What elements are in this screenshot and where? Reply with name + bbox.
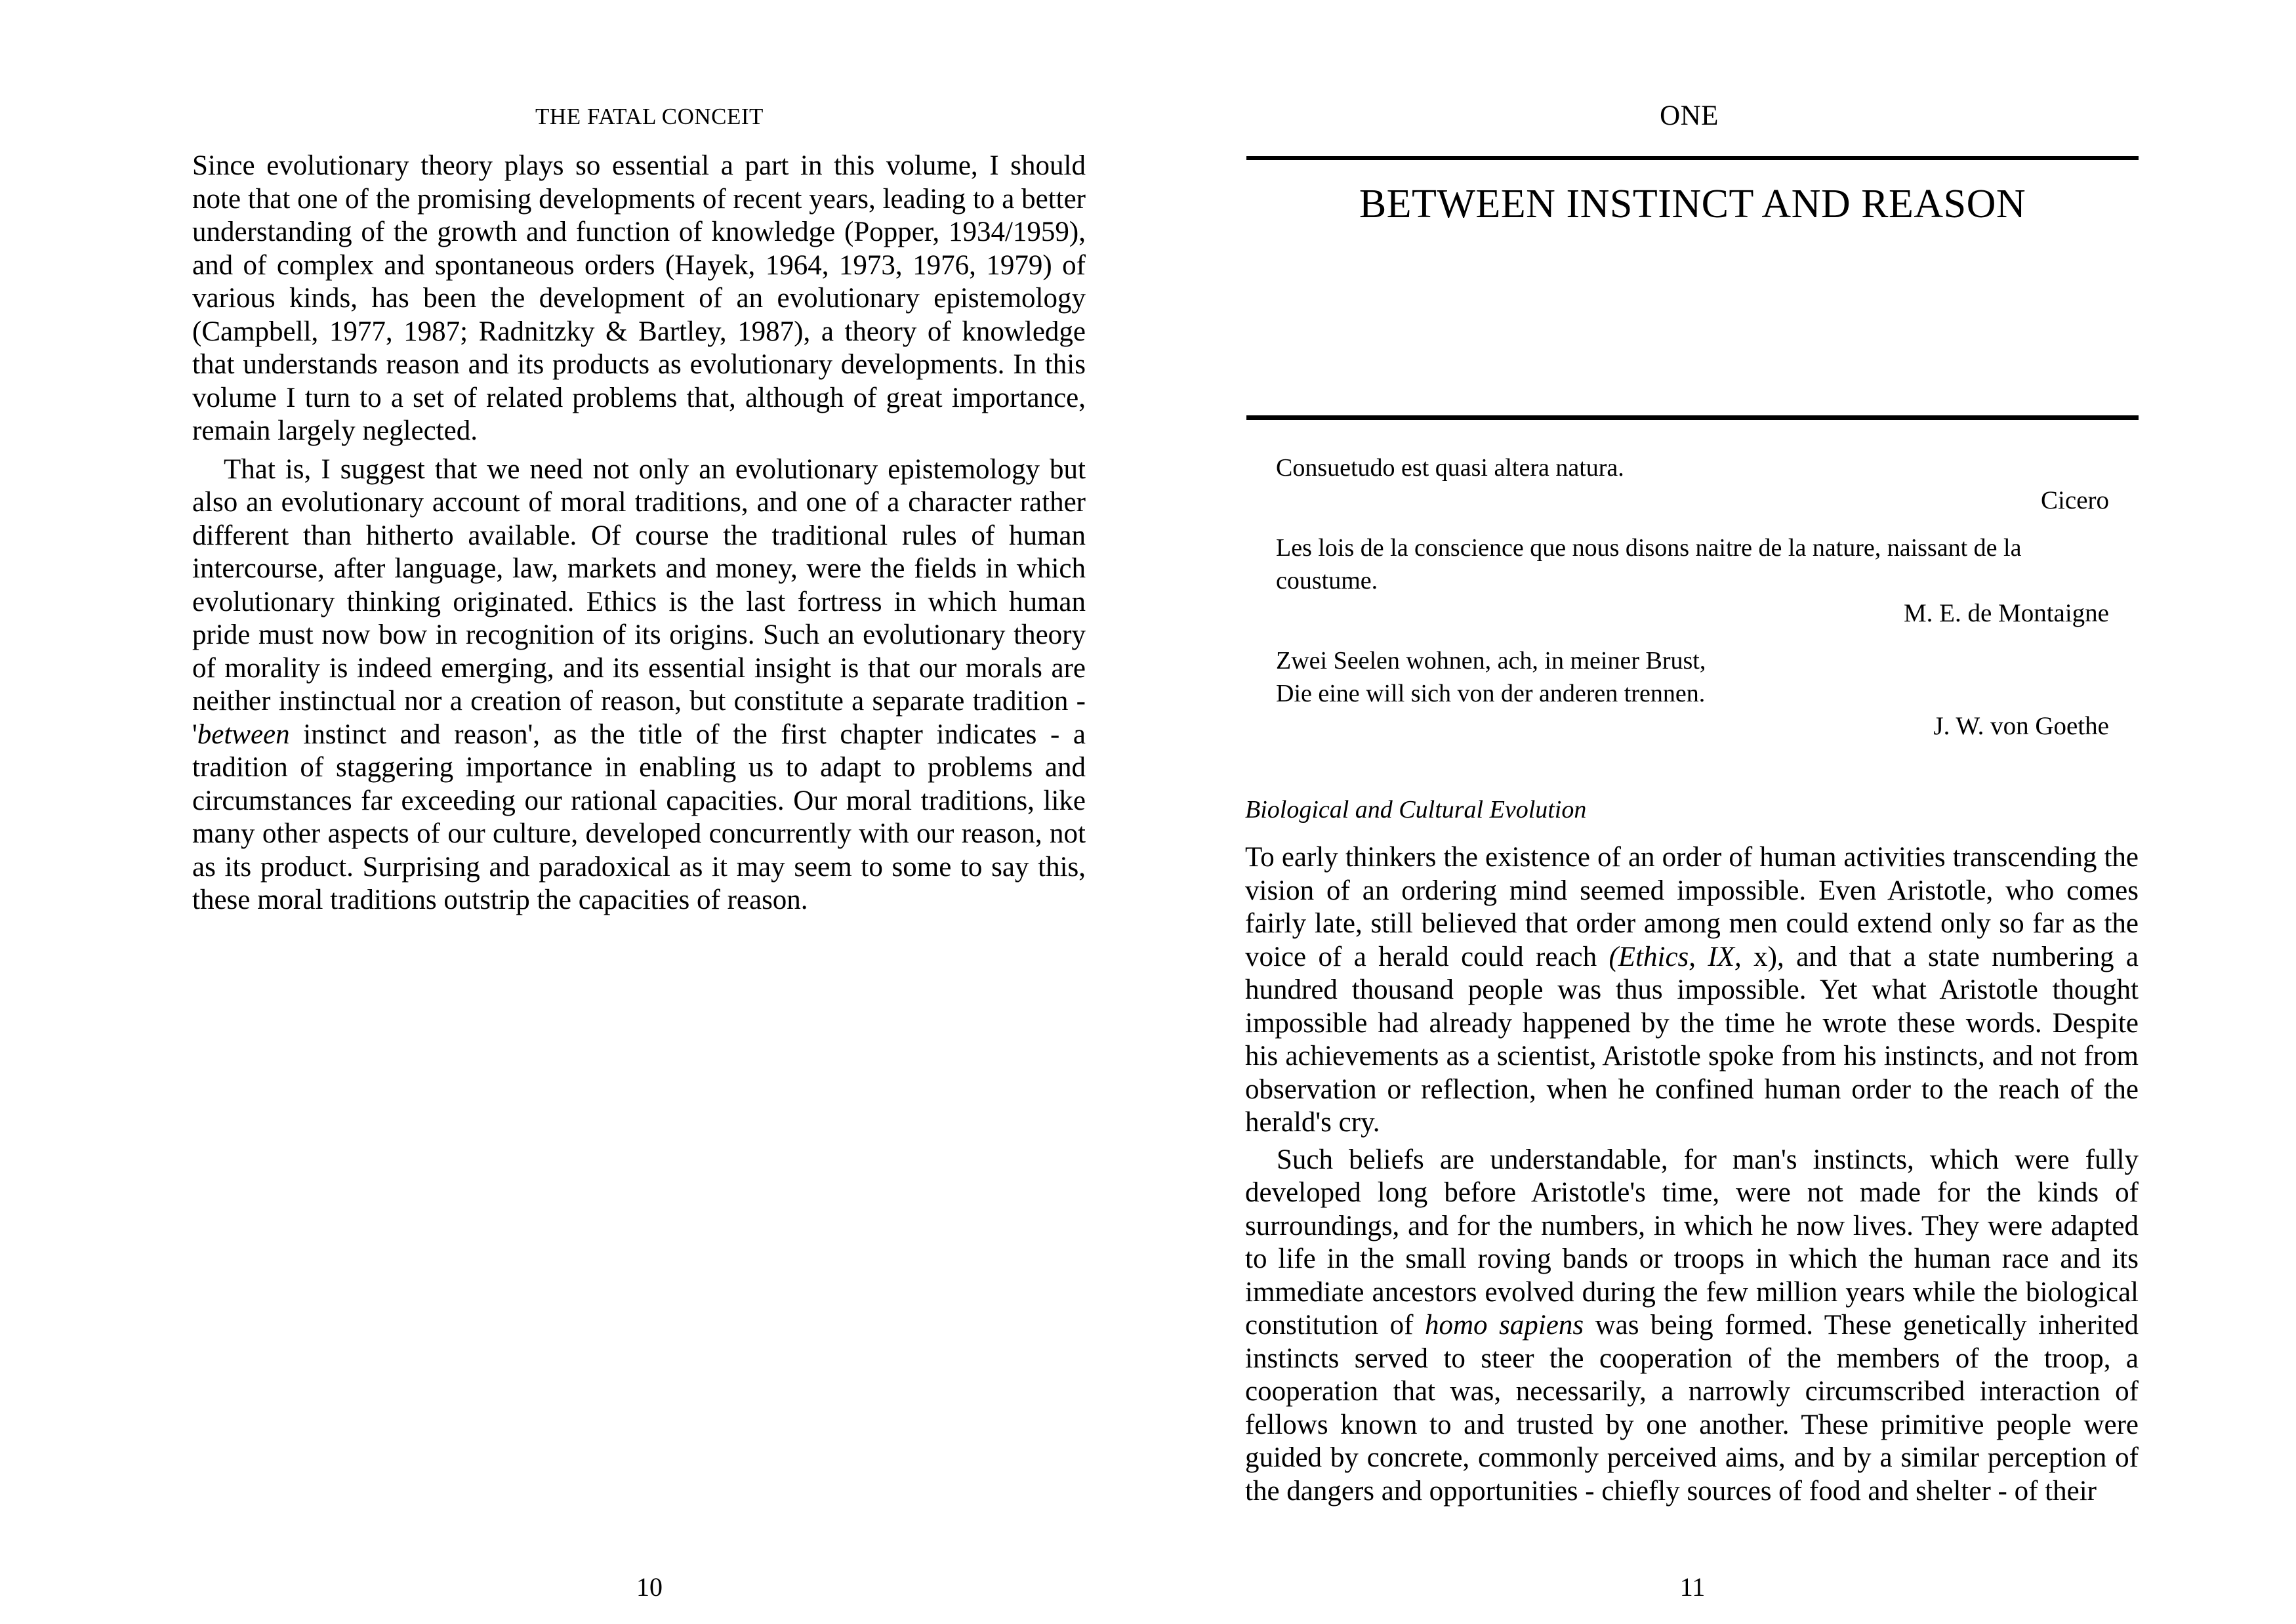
paragraph-text: instinct and reason', as the title of the first chapter indicates - a tradition of staggering importance in enabling us to adapt to problems and circumstances far exceeding our rational capacities. Our moral traditions, like many other aspects of our culture, developed concurrently with our reason, not as its product. Surprising and paradoxical as it may seem to some to say this, these moral traditions outstrip the capacities of reason. — [192, 718, 1086, 915]
epigraph-author: J. W. von Goethe — [1933, 712, 2109, 740]
epigraph-line: Consuetudo est quasi altera natura. — [1276, 454, 1624, 482]
epigraph-quote — [1276, 531, 2109, 597]
epigraph-quote — [1276, 644, 2109, 710]
section-heading: Biological and Cultural Evolution — [1245, 796, 1587, 823]
paragraph — [192, 150, 1086, 448]
body-text — [1245, 841, 2139, 1508]
page-number: 10 — [636, 1572, 663, 1602]
paragraph — [1245, 841, 2139, 1140]
paragraph — [192, 453, 1086, 917]
italic-text: homo sapiens — [1424, 1310, 1584, 1341]
epigraph — [1276, 644, 2109, 743]
epigraph — [1276, 531, 2109, 630]
running-head: THE FATAL CONCEIT — [535, 104, 764, 129]
chapter-title: BETWEEN INSTINCT AND REASON — [1359, 182, 2026, 226]
page-number: 11 — [1679, 1572, 1706, 1602]
epigraph-quote — [1276, 451, 2109, 484]
epigraph-author: Cicero — [2041, 486, 2109, 514]
divider-rule — [1246, 156, 2139, 160]
running-head: ONE — [1660, 100, 1719, 131]
italic-text: between — [197, 718, 290, 750]
epigraph-author: M. E. de Montaigne — [1903, 599, 2109, 627]
paragraph-text: Such beliefs are understandable, for man's instincts, which were fully developed long before Aristotle's time, were not made for the kinds of surroundings, and for the numbers, in which he now lives. They were adapted to life in the small roving bands or troops in which the human race and its immediate ancestors evolved during the few million years while the biological constitution of — [1245, 1144, 2139, 1341]
body-text — [192, 150, 1086, 917]
epigraph — [1276, 451, 2109, 517]
epigraphs — [1276, 451, 2109, 757]
paragraph-text: was being formed. These genetically inherited instincts served to steer the cooperation of the members of the troop, a cooperation that was, necessarily, a narrowly circumscribed interaction of fellows known to and trusted by one another. These primitive people were guided by concrete, commonly perceived aims, and by a similar perception of the dangers and opportunities - chiefly sources of food and shelter - of their — [1245, 1310, 2139, 1507]
paragraph — [1245, 1144, 2139, 1509]
paragraph-text: That is, I suggest that we need not only an evolutionary epistemology but also an evolutionary account of moral traditions, and one of a character rather different than hitherto available. Of course the traditional rules of human intercourse, after language, law, markets and money, were the fields in which evolutionary thinking originated. Ethics is the last fortress in which human pride must now bow in recognition of its origins. Such an evolutionary theory of morality is indeed emerging, and its essential insight is that our morals are neither instinctual nor a creation of reason, but constitute a separate tradition - ' — [192, 453, 1086, 750]
paragraph-text: x), and that a state numbering a hundred thousand people was thus impossible. Yet what Aristotle thought impossible had already happened by the time he wrote these words. Despite his achievements as a scientist, Aristotle spoke from his instincts, and not from observation or reflection, when he confined human order to the reach of the herald's cry. — [1245, 941, 2139, 1138]
right-page — [1148, 0, 2296, 1624]
paragraph-text: To early thinkers the existence of an order of human activities transcending the vision of an ordering mind seemed impossible. Even Aristotle, who comes fairly late, still believed that order among men could extend only so far as the voice of a herald could reach — [1245, 842, 2139, 972]
epigraph-line: Die eine will sich von der anderen trennen. — [1276, 680, 1706, 707]
epigraph-line: Zwei Seelen wohnen, ach, in meiner Brust, — [1276, 647, 1706, 675]
divider-rule — [1246, 415, 2139, 420]
paragraph-text: Since evolutionary theory plays so essential a part in this volume, I should note that one of the promising developments of recent years, leading to a better understanding of the growth and function of knowledge (Popper, 1934/1959), and of complex and spontaneous orders (Hayek, 1964, 1973, 1976, 1979) of various kinds, has been the development of an evolutionary epistemology (Campbell, 1977, 1987; Radnitzky & Bartley, 1987), a theory of knowledge that understands reason and its products as evolutionary developments. In this volume I turn to a set of related problems that, although of great importance, remain largely neglected. — [192, 150, 1086, 446]
epigraph-line: Les lois de la conscience que nous disons naitre de la nature, naissant de la coustume. — [1276, 534, 2022, 594]
italic-text: (Ethics, IX, — [1609, 941, 1742, 972]
